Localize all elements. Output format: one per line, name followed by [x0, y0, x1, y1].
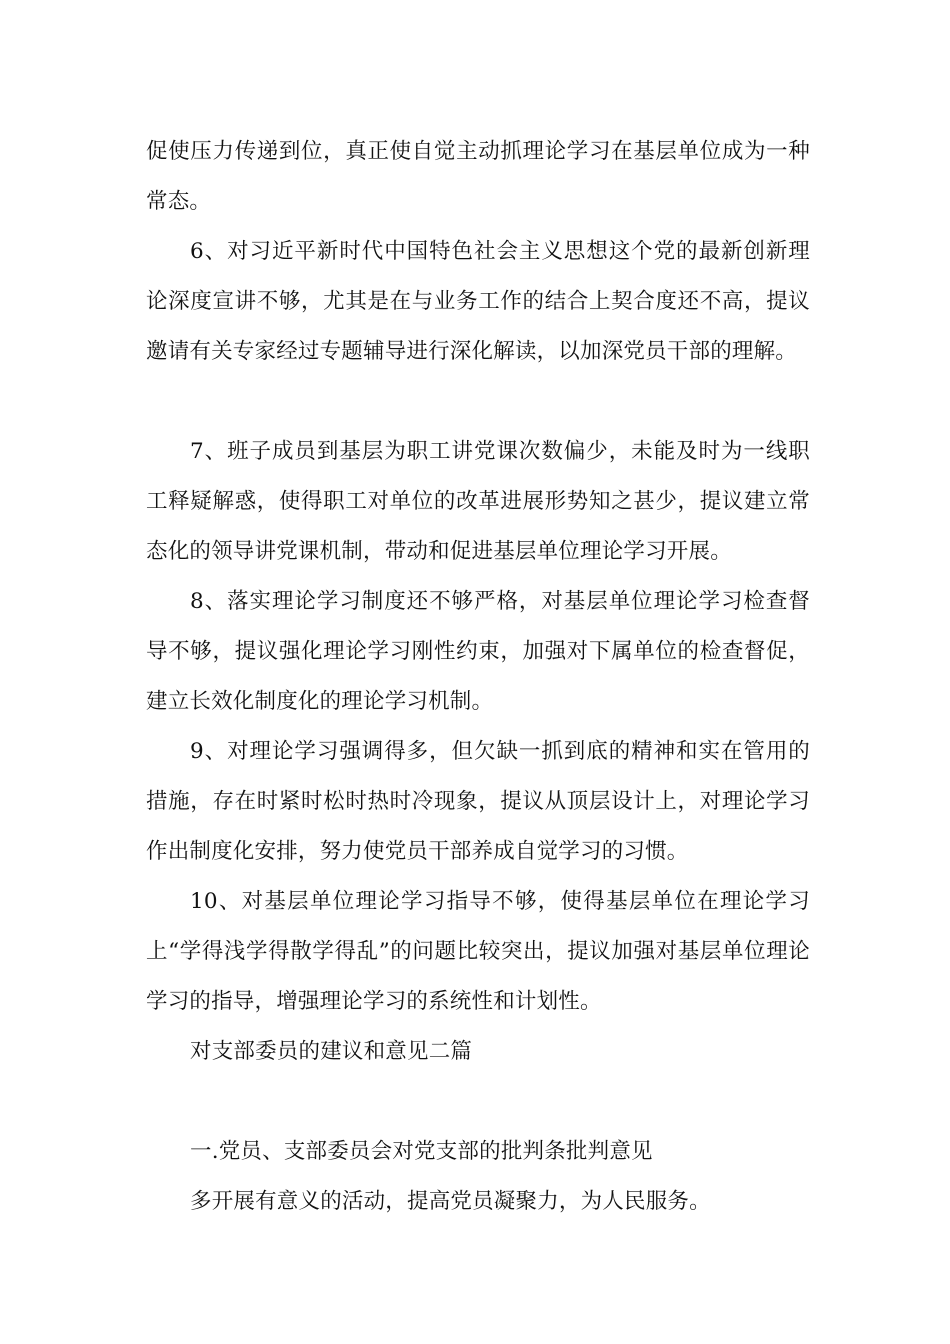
section-title: 对支部委员的建议和意见二篇 — [190, 1039, 473, 1064]
paragraph-item-10: 10、对基层单位理论学习指导不够，使得基层单位在理论学习上“学得浅学得散学得乱”的问题比较突出，提议加强对基层单位理论学习的指导，增强理论学习的系统性和计划性。 — [146, 889, 810, 1014]
paragraph-continuation: 促使压力传递到位，真正使自觉主动抓理论学习在基层单位成为一种常态。 — [146, 139, 810, 214]
subheading: 一.党员、支部委员会对党支部的批判条批判意见 — [190, 1139, 653, 1164]
paragraph-item-7: 7、班子成员到基层为职工讲党课次数偏少，未能及时为一线职工释疑解惑，使得职工对单位的改革进展形势知之甚少，提议建立常态化的领导讲党课机制，带动和促进基层单位理论学习开展。 — [146, 439, 810, 564]
paragraph-item-9: 9、对理论学习强调得多，但欠缺一抓到底的精神和实在管用的措施，存在时紧时松时热时冷现象，提议从顶层设计上，对理论学习作出制度化安排，努力使党员干部养成自觉学习的习惯。 — [146, 739, 810, 864]
closing-line: 多开展有意义的活动，提高党员凝聚力，为人民服务。 — [190, 1189, 711, 1214]
paragraph-item-6: 6、对习近平新时代中国特色社会主义思想这个党的最新创新理论深度宣讲不够，尤其是在与业务工作的结合上契合度还不高，提议邀请有关专家经过专题辅导进行深化解读，以加深党员干部的理解。 — [146, 239, 810, 364]
paragraph-item-8: 8、落实理论学习制度还不够严格，对基层单位理论学习检查督导不够，提议强化理论学习刚性约束，加强对下属单位的检查督促，建立长效化制度化的理论学习机制。 — [146, 589, 810, 714]
